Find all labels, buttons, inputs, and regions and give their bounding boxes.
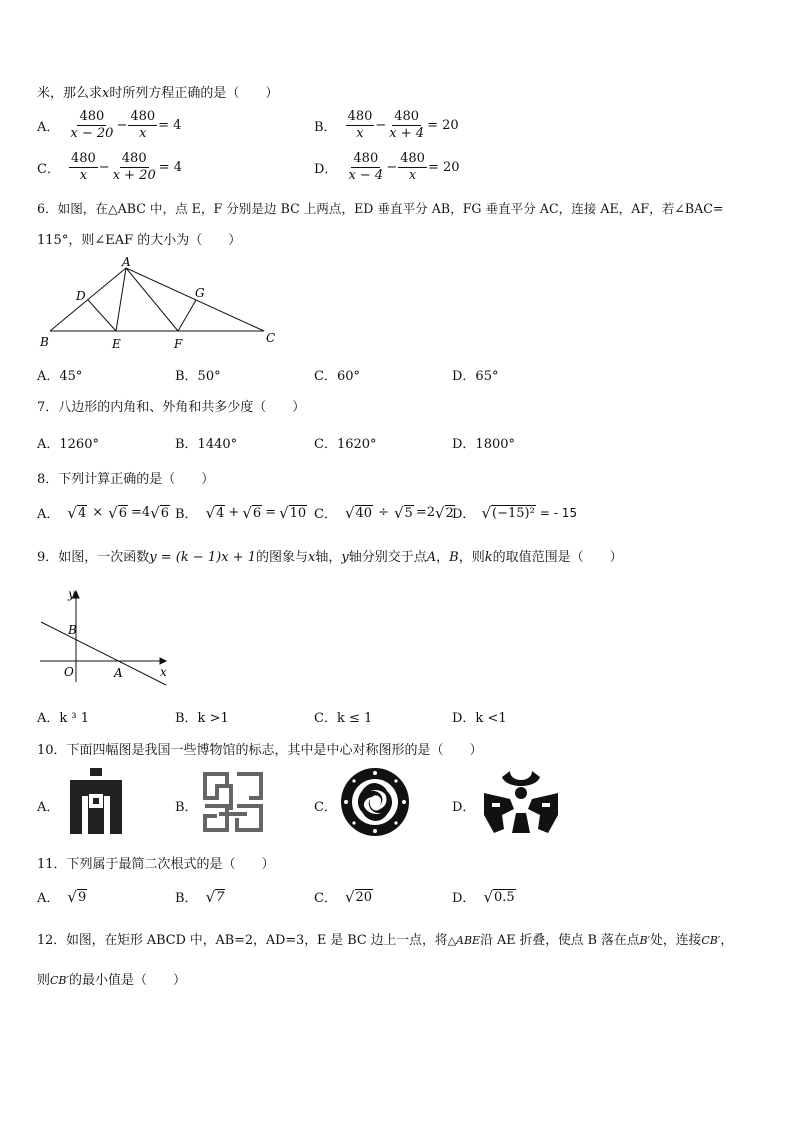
q11-option-b[interactable]: B． √ 7 (175, 887, 225, 906)
q6-stem-line2: 115°，则∠EAF 的大小为（ ） (37, 233, 242, 248)
museum-logo-b-icon[interactable] (201, 770, 265, 834)
q5-option-b[interactable]: B． $\frac{480}{x}$ − $\frac{480}{x + 4}$ = 20 (314, 109, 459, 142)
q9-option-c[interactable]: C．k ≤ 1 (314, 711, 373, 726)
q11-option-a[interactable]: A． √ 9 (37, 887, 87, 906)
q5-option-d[interactable]: D． $\frac{480}{x - 4}$ − $\frac{480}{x}$ = 20 (314, 151, 460, 184)
q7-stem: 7．八边形的内角和、外角和共多少度（ ） (37, 400, 306, 415)
label-A: A (122, 256, 131, 269)
q8-option-a[interactable]: A． √ 4 × √ 6 =4 √ 6 (37, 503, 169, 522)
q5-option-c[interactable]: C． $\frac{480}{x}$ − $\frac{480}{x + 20}$ = 4 (37, 151, 183, 184)
q12-stem-line1: 12．如图，在矩形 ABCD 中，AB=2，AD=3，E 是 BC 边上一点，将△ABE沿 AE 折叠，使点 B 落在点B′处，连接CB′， (37, 933, 734, 948)
q6-option-d[interactable]: D．65° (452, 369, 499, 384)
q6-option-b[interactable]: B．50° (175, 369, 221, 384)
seg-fg (178, 300, 196, 331)
q10-stem: 10．下面四幅图是我国一些博物馆的标志，其中是中心对称图形的是（ ） (37, 743, 483, 758)
seg-ed (88, 300, 116, 331)
q10-option-a-label[interactable]: A． (37, 800, 60, 815)
label-E: E (112, 337, 121, 351)
q9-stem: 9．如图，一次函数y = (k − 1)x + 1的图象与x轴，y轴分别交于点A，B，则k的取值范围是（ ） (37, 550, 623, 565)
label-G: G (195, 286, 205, 300)
q10-option-b-label[interactable]: B． (175, 800, 198, 815)
q8-option-d[interactable]: D． √ (−15)² = - 15 (452, 503, 578, 522)
q8-option-b[interactable]: B． √ 4 + √ 6 = √ 10 (175, 503, 307, 522)
q10-option-c-label[interactable]: C． (314, 800, 337, 815)
seg-ae (116, 268, 126, 331)
q7-option-d[interactable]: D．1800° (452, 437, 516, 452)
museum-logo-c-icon[interactable] (340, 767, 410, 837)
label-B: B (40, 335, 49, 349)
q5-stem: 米，那么求x时所列方程正确的是（ ） (37, 86, 279, 101)
graph-label-o: O (64, 665, 74, 679)
q8-stem: 8．下列计算正确的是（ ） (37, 472, 215, 487)
museum-logo-d-icon[interactable] (480, 769, 562, 835)
label-D: D (76, 289, 86, 303)
x-axis-arrow (160, 658, 166, 664)
graph-label-a: A (114, 666, 123, 680)
graph-label-b: B (68, 623, 77, 637)
label-C: C (266, 331, 276, 345)
q6-option-a[interactable]: A．45° (37, 369, 83, 384)
q6-triangle-figure (36, 256, 286, 352)
q11-option-c[interactable]: C． √ 20 (314, 887, 373, 906)
function-line (41, 622, 166, 685)
q9-option-a[interactable]: A．k ³ 1 (37, 711, 90, 726)
q9-graph (36, 586, 171, 686)
q7-option-a[interactable]: A．1260° (37, 437, 99, 452)
q5-option-a[interactable]: A． $\frac{480}{x - 20}$ − $\frac{480}{x}$ = 4 (37, 109, 182, 142)
q6-stem-line1: 6．如图，在△ABC 中，点 E，F 分别是边 BC 上两点，ED 垂直平分 AB，FG 垂直平分 AC，连接 AE，AF，若∠BAC= (37, 201, 724, 216)
graph-label-x: x (160, 665, 167, 679)
q11-option-d[interactable]: D． √ 0.5 (452, 887, 515, 906)
q11-stem: 11．下列属于最简二次根式的是（ ） (37, 857, 275, 872)
q9-option-b[interactable]: B．k >1 (175, 711, 229, 726)
museum-logo-a-icon[interactable] (64, 766, 128, 836)
graph-label-y: y (68, 587, 75, 601)
q10-option-d-label[interactable]: D． (452, 800, 476, 815)
seg-ab (50, 268, 126, 331)
q6-option-c[interactable]: C．60° (314, 369, 360, 384)
q12-stem-line2: 则CB′的最小值是（ ） (37, 973, 187, 988)
label-F: F (174, 337, 183, 351)
q8-option-c[interactable]: C． √ 40 ÷ √ 5 =2 √ 2 (314, 503, 454, 522)
q7-option-b[interactable]: B．1440° (175, 437, 238, 452)
q7-option-c[interactable]: C．1620° (314, 437, 377, 452)
q9-option-d[interactable]: D．k <1 (452, 711, 507, 726)
seg-af (126, 268, 178, 331)
